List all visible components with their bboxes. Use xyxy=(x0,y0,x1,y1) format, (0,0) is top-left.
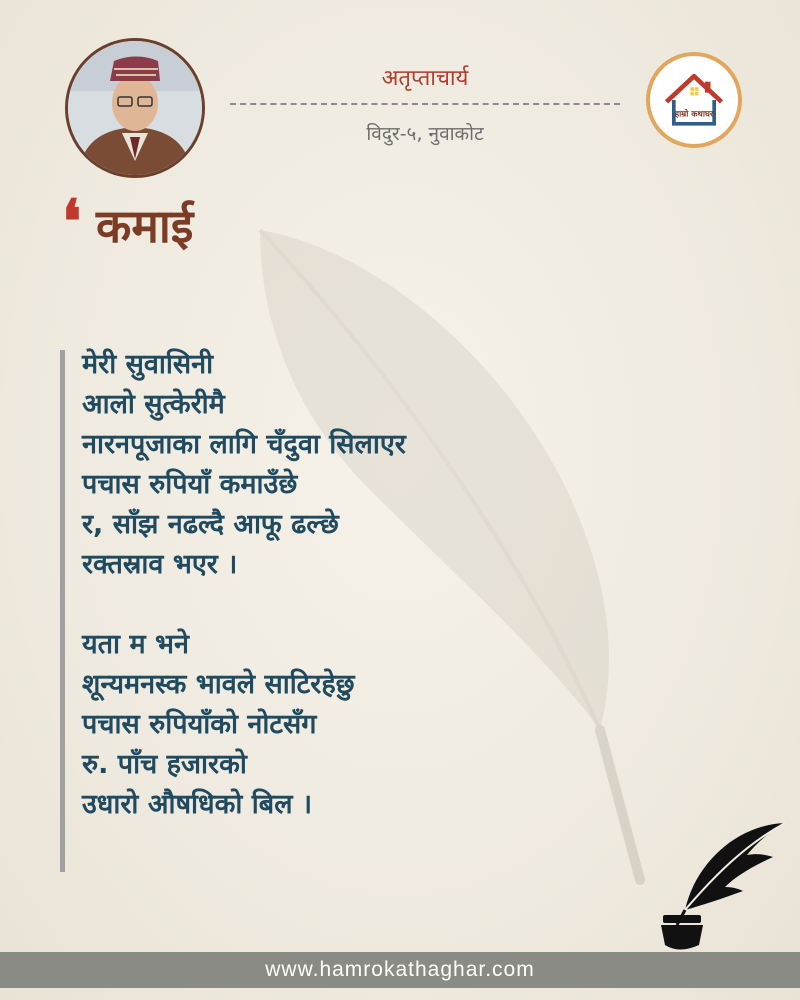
quote-mark-icon: ❛ xyxy=(62,187,82,257)
poem-title: कमाई xyxy=(96,199,194,253)
poem-line: उधारो औषधिको बिल । xyxy=(82,789,313,820)
poem-line: नारनपूजाका लागि चँदुवा सिलाएर xyxy=(82,429,406,460)
stanza-gap xyxy=(82,585,682,625)
poem-body xyxy=(82,345,682,825)
poem-line: शून्यमनस्क भावले साटिरहेछु xyxy=(82,669,355,700)
site-logo xyxy=(646,52,742,148)
poem-line: र, साँझ नढल्दै आफू ढल्छे xyxy=(82,509,339,540)
poem-line: रु. पाँच हजारको xyxy=(82,749,247,780)
poem-line: पचास रुपियाँ कमाउँछे xyxy=(82,469,298,500)
poem-left-bar xyxy=(60,350,65,872)
author-name: अतृप्ताचार्य xyxy=(381,66,469,91)
author-avatar xyxy=(65,38,205,178)
poem-line: यता म भने xyxy=(82,629,189,660)
logo-text: हाम्रो कथाघर xyxy=(674,108,714,119)
footer-website[interactable]: www.hamrokathaghar.com xyxy=(0,952,800,988)
poem-line: पचास रुपियाँको नोटसँग xyxy=(82,709,317,740)
author-location: विदुर-५, नुवाकोट xyxy=(366,123,484,145)
poem-line: रक्तस्राव भएर । xyxy=(82,549,238,580)
quill-inkpot-icon xyxy=(655,815,790,950)
poem-line: आलो सुत्केरीमै xyxy=(82,389,225,420)
poem-line: मेरी सुवासिनी xyxy=(82,349,214,380)
header-divider xyxy=(230,103,620,105)
